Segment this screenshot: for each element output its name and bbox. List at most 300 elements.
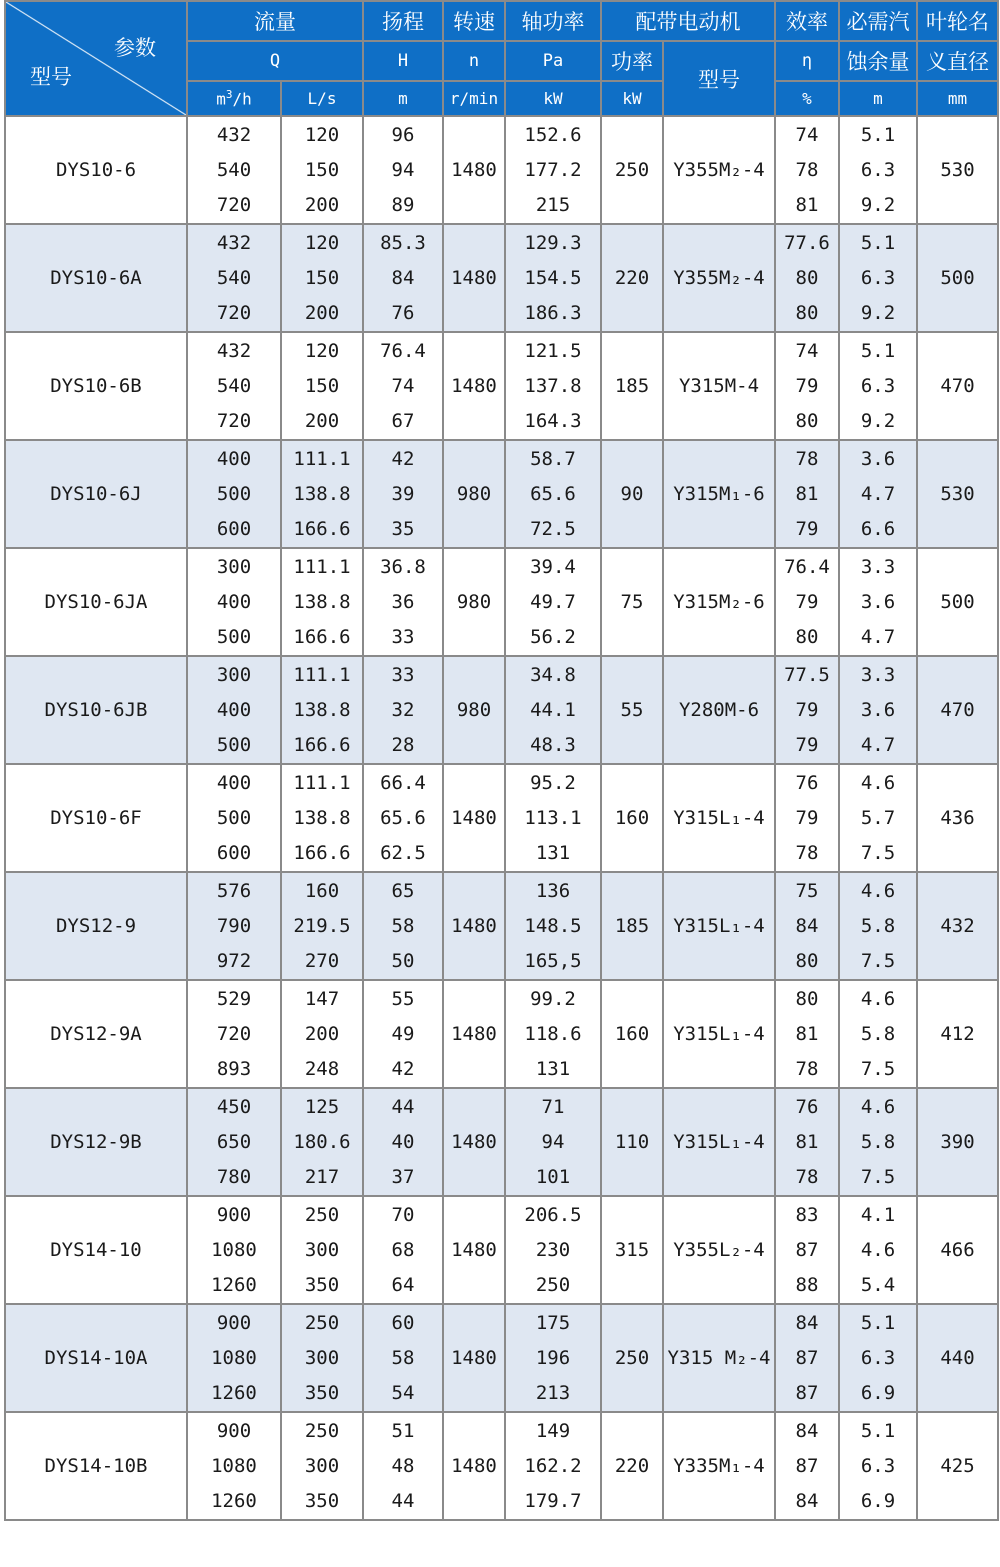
flow-symbol: Q [187, 41, 363, 81]
motor-type-cell: Y355L₂-4 [663, 1196, 775, 1304]
flow-m3h-value: 540 [216, 158, 252, 181]
efficiency-value: 87 [795, 1454, 819, 1477]
head-value: 32 [391, 698, 415, 721]
impeller-header-2: 义直径 [917, 41, 998, 81]
npsh-value: 7.5 [860, 1057, 896, 1080]
shaft-power-value: 175 [535, 1311, 571, 1334]
head-value: 49 [391, 1022, 415, 1045]
flow-ls-value: 350 [304, 1273, 340, 1296]
head-value: 44 [391, 1095, 415, 1118]
flow-ls-value: 111.1 [293, 771, 351, 794]
shaft-power-cell [505, 980, 601, 1088]
motor-type-cell: Y315M-4 [663, 332, 775, 440]
head-cell [363, 1196, 443, 1304]
flow-ls-value: 166.6 [293, 841, 351, 864]
npsh-value: 7.5 [860, 949, 896, 972]
table-row [5, 1196, 998, 1304]
motor-power-cell: 110 [601, 1088, 663, 1196]
flow-m3h-cell [187, 1304, 281, 1412]
flow-ls-value: 250 [304, 1311, 340, 1334]
head-cell [363, 548, 443, 656]
impeller-cell: 425 [917, 1412, 998, 1520]
model-cell: DYS10-6 [5, 116, 187, 224]
efficiency-value: 80 [795, 625, 819, 648]
impeller-cell: 412 [917, 980, 998, 1088]
flow-m3h-cell [187, 116, 281, 224]
flow-m3h-cell [187, 1412, 281, 1520]
npsh-value: 5.8 [860, 1130, 896, 1153]
efficiency-value: 88 [795, 1273, 819, 1296]
npsh-value: 5.1 [860, 231, 896, 254]
model-cell: DYS12-9B [5, 1088, 187, 1196]
npsh-value: 9.2 [860, 301, 896, 324]
shaft-power-cell [505, 1088, 601, 1196]
shaft-power-symbol: Pa [505, 41, 601, 81]
model-cell: DYS14-10 [5, 1196, 187, 1304]
efficiency-value: 75 [795, 879, 819, 902]
efficiency-value: 87 [795, 1346, 819, 1369]
motor-power-cell: 250 [601, 1304, 663, 1412]
flow-m3h-value: 540 [216, 266, 252, 289]
impeller-cell: 390 [917, 1088, 998, 1196]
efficiency-value: 84 [795, 1489, 819, 1512]
flow-m3h-value: 720 [216, 193, 252, 216]
flow-ls-value: 125 [304, 1095, 340, 1118]
flow-m3h-value: 1080 [211, 1346, 257, 1369]
flow-ls-value: 120 [304, 339, 340, 362]
head-cell [363, 440, 443, 548]
flow-m3h-value: 1260 [211, 1381, 257, 1404]
efficiency-cell [775, 872, 839, 980]
efficiency-value: 76 [795, 1095, 819, 1118]
head-value: 42 [391, 1057, 415, 1080]
head-cell [363, 116, 443, 224]
flow-ls-value: 138.8 [293, 590, 351, 613]
flow-ls-value: 300 [304, 1454, 340, 1477]
efficiency-value: 81 [795, 193, 819, 216]
flow-m3h-cell [187, 980, 281, 1088]
shaft-power-value: 94 [541, 1130, 565, 1153]
shaft-power-value: 136 [535, 879, 571, 902]
npsh-value: 4.6 [860, 987, 896, 1010]
flow-ls-value: 138.8 [293, 806, 351, 829]
head-value: 58 [391, 914, 415, 937]
impeller-cell: 500 [917, 548, 998, 656]
efficiency-value: 80 [795, 409, 819, 432]
shaft-power-value: 164.3 [524, 409, 582, 432]
head-header: 扬程 [363, 1, 443, 41]
shaft-power-cell [505, 332, 601, 440]
head-cell [363, 656, 443, 764]
shaft-power-cell [505, 1196, 601, 1304]
flow-ls-value: 111.1 [293, 447, 351, 470]
npsh-value: 4.6 [860, 1095, 896, 1118]
shaft-power-value: 196 [535, 1346, 571, 1369]
flow-ls-value: 350 [304, 1489, 340, 1512]
motor-power-cell: 220 [601, 224, 663, 332]
efficiency-value: 77.6 [784, 231, 830, 254]
head-unit: m [363, 81, 443, 116]
flow-ls-value: 200 [304, 301, 340, 324]
head-value: 50 [391, 949, 415, 972]
flow-m3h-value: 400 [216, 698, 252, 721]
efficiency-value: 83 [795, 1203, 819, 1226]
model-cell: DYS14-10B [5, 1412, 187, 1520]
head-value: 65.6 [380, 806, 426, 829]
efficiency-value: 74 [795, 339, 819, 362]
efficiency-cell [775, 332, 839, 440]
shaft-power-cell [505, 440, 601, 548]
efficiency-value: 87 [795, 1381, 819, 1404]
flow-ls-value: 350 [304, 1381, 340, 1404]
efficiency-value: 78 [795, 1165, 819, 1188]
shaft-power-value: 48.3 [530, 733, 576, 756]
npsh-value: 3.3 [860, 555, 896, 578]
npsh-value: 6.3 [860, 1454, 896, 1477]
head-value: 35 [391, 517, 415, 540]
npsh-cell [839, 1088, 917, 1196]
efficiency-value: 78 [795, 447, 819, 470]
shaft-power-header: 轴功率 [505, 1, 601, 41]
head-cell [363, 1304, 443, 1412]
motor-type-cell: Y355M₂-4 [663, 116, 775, 224]
flow-ls-value: 138.8 [293, 698, 351, 721]
flow-m3h-cell [187, 332, 281, 440]
table-row [5, 1304, 998, 1412]
flow-m3h-value: 432 [216, 123, 252, 146]
head-value: 76.4 [380, 339, 426, 362]
head-value: 40 [391, 1130, 415, 1153]
pump-spec-table [4, 0, 999, 1521]
flow-ls-value: 111.1 [293, 663, 351, 686]
flow-m3h-value: 1080 [211, 1454, 257, 1477]
speed-cell: 1480 [443, 764, 505, 872]
npsh-header-2: 蚀余量 [839, 41, 917, 81]
npsh-value: 4.7 [860, 625, 896, 648]
npsh-cell [839, 656, 917, 764]
speed-cell: 980 [443, 656, 505, 764]
shaft-power-value: 34.8 [530, 663, 576, 686]
flow-m3h-value: 432 [216, 339, 252, 362]
speed-cell: 980 [443, 548, 505, 656]
efficiency-cell [775, 656, 839, 764]
npsh-value: 3.6 [860, 447, 896, 470]
npsh-cell [839, 332, 917, 440]
shaft-power-value: 230 [535, 1238, 571, 1261]
head-value: 76 [391, 301, 415, 324]
head-cell [363, 332, 443, 440]
efficiency-value: 87 [795, 1238, 819, 1261]
shaft-power-value: 58.7 [530, 447, 576, 470]
efficiency-value: 80 [795, 949, 819, 972]
motor-power-cell: 160 [601, 980, 663, 1088]
shaft-power-value: 250 [535, 1273, 571, 1296]
efficiency-cell [775, 1196, 839, 1304]
table-row [5, 1088, 998, 1196]
flow-ls-value: 270 [304, 949, 340, 972]
head-value: 28 [391, 733, 415, 756]
head-value: 37 [391, 1165, 415, 1188]
flow-m3h-value: 400 [216, 771, 252, 794]
efficiency-header: 效率 [775, 1, 839, 41]
table-row [5, 764, 998, 872]
flow-m3h-value: 500 [216, 482, 252, 505]
efficiency-value: 81 [795, 482, 819, 505]
efficiency-value: 79 [795, 590, 819, 613]
head-value: 68 [391, 1238, 415, 1261]
npsh-value: 4.6 [860, 879, 896, 902]
efficiency-value: 77.5 [784, 663, 830, 686]
table-row [5, 872, 998, 980]
impeller-header: 叶轮名 [917, 1, 998, 41]
shaft-power-cell [505, 1412, 601, 1520]
motor-power-unit: kW [601, 81, 663, 116]
flow-m3h-cell [187, 872, 281, 980]
speed-unit: r/min [443, 81, 505, 116]
flow-m3h-value: 432 [216, 231, 252, 254]
model-cell: DYS14-10A [5, 1304, 187, 1412]
flow-ls-value: 219.5 [293, 914, 351, 937]
shaft-power-value: 152.6 [524, 123, 582, 146]
shaft-power-value: 154.5 [524, 266, 582, 289]
speed-cell: 1480 [443, 224, 505, 332]
flow-ls-cell [281, 980, 363, 1088]
motor-type-cell: Y315M₂-6 [663, 548, 775, 656]
npsh-value: 9.2 [860, 193, 896, 216]
head-symbol: H [363, 41, 443, 81]
npsh-cell [839, 872, 917, 980]
flow-ls-value: 150 [304, 374, 340, 397]
flow-header: 流量 [187, 1, 363, 41]
motor-power-cell: 160 [601, 764, 663, 872]
npsh-cell [839, 1304, 917, 1412]
npsh-cell [839, 980, 917, 1088]
shaft-power-cell [505, 548, 601, 656]
impeller-cell: 500 [917, 224, 998, 332]
flow-ls-value: 138.8 [293, 482, 351, 505]
flow-ls-cell [281, 872, 363, 980]
shaft-power-value: 56.2 [530, 625, 576, 648]
head-value: 70 [391, 1203, 415, 1226]
impeller-cell: 466 [917, 1196, 998, 1304]
npsh-value: 5.1 [860, 123, 896, 146]
shaft-power-cell [505, 872, 601, 980]
flow-ls-value: 120 [304, 123, 340, 146]
motor-power-cell: 55 [601, 656, 663, 764]
npsh-value: 4.7 [860, 482, 896, 505]
shaft-power-value: 137.8 [524, 374, 582, 397]
efficiency-value: 84 [795, 1419, 819, 1442]
flow-ls-value: 200 [304, 193, 340, 216]
efficiency-cell [775, 1304, 839, 1412]
motor-header: 配带电动机 [601, 1, 775, 41]
npsh-cell [839, 548, 917, 656]
flow-m3h-value: 720 [216, 409, 252, 432]
npsh-value: 5.8 [860, 914, 896, 937]
head-value: 51 [391, 1419, 415, 1442]
head-value: 58 [391, 1346, 415, 1369]
motor-power-cell: 185 [601, 872, 663, 980]
flow-ls-value: 166.6 [293, 517, 351, 540]
efficiency-value: 76.4 [784, 555, 830, 578]
npsh-value: 5.8 [860, 1022, 896, 1045]
shaft-power-cell [505, 116, 601, 224]
flow-m3h-cell [187, 1196, 281, 1304]
flow-m3h-value: 972 [216, 949, 252, 972]
shaft-power-value: 179.7 [524, 1489, 582, 1512]
flow-ls-value: 217 [304, 1165, 340, 1188]
flow-m3h-value: 790 [216, 914, 252, 937]
flow-ls-value: 300 [304, 1238, 340, 1261]
flow-m3h-value: 1260 [211, 1489, 257, 1512]
flow-m3h-value: 450 [216, 1095, 252, 1118]
flow-m3h-cell [187, 440, 281, 548]
npsh-value: 6.9 [860, 1381, 896, 1404]
flow-ls-value: 250 [304, 1203, 340, 1226]
npsh-value: 6.6 [860, 517, 896, 540]
flow-m3h-value: 300 [216, 663, 252, 686]
model-cell: DYS10-6JB [5, 656, 187, 764]
table-row [5, 116, 998, 224]
flow-ls-value: 120 [304, 231, 340, 254]
motor-type-cell: Y315L₁-4 [663, 1088, 775, 1196]
npsh-value: 5.1 [860, 339, 896, 362]
flow-ls-value: 111.1 [293, 555, 351, 578]
npsh-value: 4.7 [860, 733, 896, 756]
shaft-power-value: 148.5 [524, 914, 582, 937]
flow-m3h-value: 529 [216, 987, 252, 1010]
table-row [5, 1412, 998, 1520]
shaft-power-value: 131 [535, 1057, 571, 1080]
shaft-power-value: 71 [541, 1095, 565, 1118]
shaft-power-value: 49.7 [530, 590, 576, 613]
motor-type-cell: Y335M₁-4 [663, 1412, 775, 1520]
flow-ls-value: 250 [304, 1419, 340, 1442]
npsh-value: 5.7 [860, 806, 896, 829]
efficiency-value: 76 [795, 771, 819, 794]
head-value: 54 [391, 1381, 415, 1404]
flow-ls-value: 200 [304, 1022, 340, 1045]
head-value: 42 [391, 447, 415, 470]
flow-ls-value: 200 [304, 409, 340, 432]
head-value: 36 [391, 590, 415, 613]
model-cell: DYS12-9 [5, 872, 187, 980]
head-value: 64 [391, 1273, 415, 1296]
flow-m3h-value: 893 [216, 1057, 252, 1080]
speed-cell: 980 [443, 440, 505, 548]
speed-symbol: n [443, 41, 505, 81]
flow-ls-cell [281, 116, 363, 224]
flow-m3h-value: 600 [216, 517, 252, 540]
flow-ls-value: 150 [304, 158, 340, 181]
efficiency-cell [775, 548, 839, 656]
efficiency-value: 81 [795, 1130, 819, 1153]
speed-cell: 1480 [443, 872, 505, 980]
head-value: 60 [391, 1311, 415, 1334]
motor-type-cell: Y315 M₂-4 [663, 1304, 775, 1412]
motor-power-cell: 75 [601, 548, 663, 656]
flow-ls-cell [281, 1412, 363, 1520]
efficiency-value: 79 [795, 374, 819, 397]
shaft-power-cell [505, 224, 601, 332]
npsh-value: 5.1 [860, 1311, 896, 1334]
npsh-value: 3.6 [860, 590, 896, 613]
shaft-power-value: 95.2 [530, 771, 576, 794]
impeller-cell: 470 [917, 332, 998, 440]
shaft-power-value: 121.5 [524, 339, 582, 362]
head-value: 33 [391, 625, 415, 648]
model-cell: DYS10-6A [5, 224, 187, 332]
head-cell [363, 872, 443, 980]
flow-m3h-cell [187, 1088, 281, 1196]
speed-cell: 1480 [443, 116, 505, 224]
flow-m3h-value: 400 [216, 590, 252, 613]
head-value: 84 [391, 266, 415, 289]
flow-ls-cell [281, 656, 363, 764]
efficiency-cell [775, 1088, 839, 1196]
npsh-cell [839, 1412, 917, 1520]
flow-ls-cell [281, 440, 363, 548]
efficiency-cell [775, 224, 839, 332]
speed-cell: 1480 [443, 1304, 505, 1412]
flow-ls-value: 160 [304, 879, 340, 902]
model-cell: DYS10-6B [5, 332, 187, 440]
npsh-cell [839, 1196, 917, 1304]
flow-m3h-value: 900 [216, 1419, 252, 1442]
efficiency-value: 84 [795, 914, 819, 937]
flow-ls-value: 147 [304, 987, 340, 1010]
head-cell [363, 224, 443, 332]
head-value: 89 [391, 193, 415, 216]
motor-power-header: 功率 [601, 41, 663, 81]
shaft-power-value: 39.4 [530, 555, 576, 578]
flow-m3h-value: 500 [216, 733, 252, 756]
table-row [5, 548, 998, 656]
shaft-power-value: 177.2 [524, 158, 582, 181]
speed-cell: 1480 [443, 332, 505, 440]
model-cell: DYS12-9A [5, 980, 187, 1088]
flow-m3h-cell [187, 656, 281, 764]
efficiency-value: 78 [795, 1057, 819, 1080]
motor-power-cell: 315 [601, 1196, 663, 1304]
npsh-value: 9.2 [860, 409, 896, 432]
head-value: 48 [391, 1454, 415, 1477]
head-value: 65 [391, 879, 415, 902]
head-cell [363, 980, 443, 1088]
shaft-power-value: 72.5 [530, 517, 576, 540]
shaft-power-value: 206.5 [524, 1203, 582, 1226]
motor-type-header: 型号 [663, 41, 775, 116]
head-cell [363, 764, 443, 872]
npsh-value: 6.3 [860, 374, 896, 397]
npsh-value: 6.9 [860, 1489, 896, 1512]
shaft-power-cell [505, 1304, 601, 1412]
shaft-power-value: 65.6 [530, 482, 576, 505]
efficiency-symbol: η [775, 41, 839, 81]
param-label: 参数 [114, 36, 156, 60]
impeller-cell: 530 [917, 440, 998, 548]
flow-ls-cell [281, 1304, 363, 1412]
impeller-cell: 530 [917, 116, 998, 224]
head-value: 62.5 [380, 841, 426, 864]
efficiency-value: 84 [795, 1311, 819, 1334]
table-body [5, 116, 998, 1520]
shaft-power-value: 186.3 [524, 301, 582, 324]
npsh-value: 7.5 [860, 841, 896, 864]
speed-cell: 1480 [443, 1196, 505, 1304]
motor-type-cell: Y355M₂-4 [663, 224, 775, 332]
shaft-power-value: 101 [535, 1165, 571, 1188]
